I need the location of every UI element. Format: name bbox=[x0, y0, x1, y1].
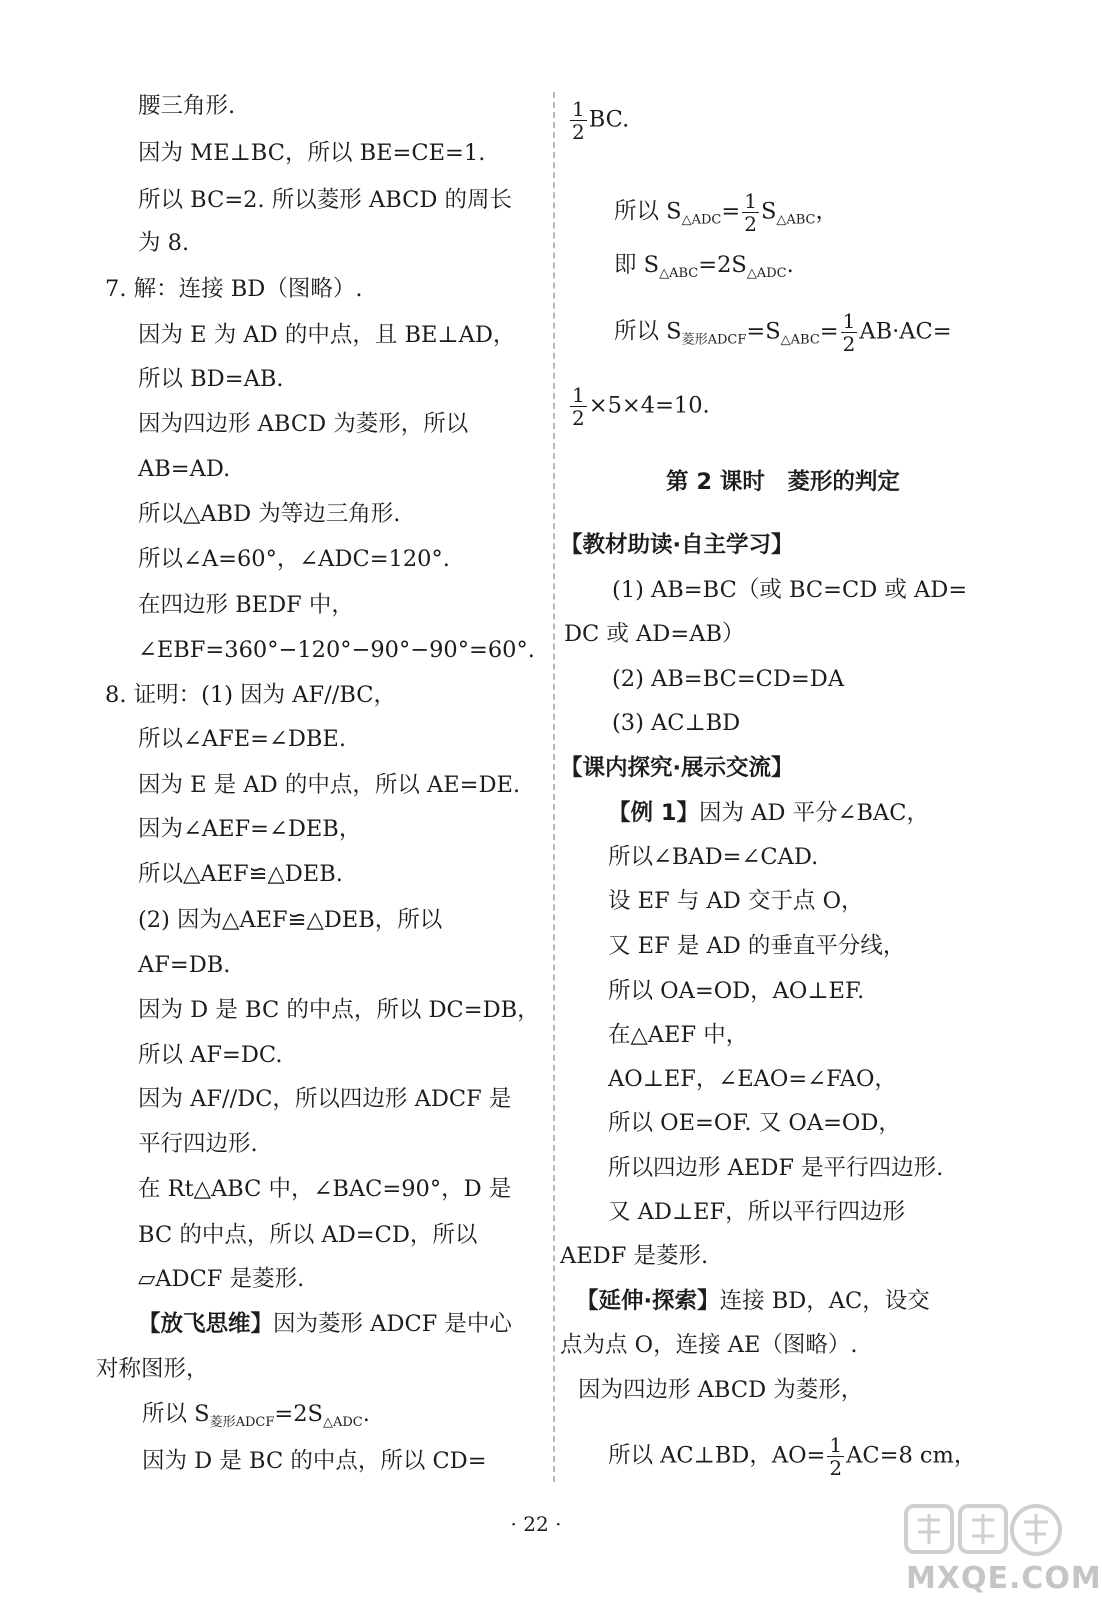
formula-line bbox=[614, 250, 794, 289]
text-line bbox=[576, 1286, 930, 1316]
text-line: (3) AC⊥BD bbox=[612, 710, 741, 736]
text-line: 在 Rt△ABC 中，∠BAC=90°，D 是 bbox=[138, 1176, 512, 1202]
lesson-heading: 第 2 课时 菱形的判定 bbox=[666, 469, 900, 495]
text-line: 因为 AF//DC，所以四边形 ADCF 是 bbox=[138, 1086, 512, 1112]
text-line: 因为∠AEF=∠DEB， bbox=[138, 816, 362, 842]
text-line: (2) 因为△AEF≌△DEB，所以 bbox=[138, 907, 443, 933]
page-number: · 22 · bbox=[510, 1512, 562, 1536]
text-segment: ， bbox=[815, 198, 839, 225]
subscript: △ADC bbox=[322, 1415, 363, 1430]
text-segment: =2S bbox=[274, 1401, 323, 1427]
section-tag: 【例 1】 bbox=[608, 800, 699, 826]
formula-line bbox=[568, 384, 710, 429]
text-line: AB=AD. bbox=[138, 456, 231, 482]
text-line: AEDF 是菱形. bbox=[560, 1243, 709, 1269]
text-line: 设 EF 与 AD 交于点 O， bbox=[608, 888, 864, 914]
numerator: 1 bbox=[842, 309, 856, 333]
text-line: BC 的中点，所以 AD=CD，所以 bbox=[138, 1222, 478, 1248]
text-segment: . bbox=[362, 1401, 370, 1427]
denominator: 2 bbox=[572, 120, 585, 144]
numerator: 1 bbox=[829, 1433, 843, 1457]
denominator: 2 bbox=[829, 1456, 843, 1480]
formula-line bbox=[608, 1434, 976, 1479]
formula-line bbox=[614, 190, 838, 236]
formula-line bbox=[614, 310, 952, 356]
fraction bbox=[570, 384, 587, 429]
watermark-text: MXQE.COM bbox=[906, 1561, 1102, 1596]
text-line: (1) AB=BC（或 BC=CD 或 AD= bbox=[612, 577, 968, 603]
text-segment: ×5×4=10. bbox=[588, 392, 710, 419]
text-line: 因为 D 是 BC 的中点，所以 CD= bbox=[142, 1448, 487, 1474]
text-line: 因为 ME⊥BC，所以 BE=CE=1. bbox=[138, 140, 486, 166]
subscript: 菱形ADCF bbox=[209, 1415, 275, 1430]
text-line: 平行四边形. bbox=[138, 1131, 258, 1157]
formula-line bbox=[568, 98, 629, 143]
text-line: (2) AB=BC=CD=DA bbox=[612, 666, 845, 692]
text-segment: 所以 S bbox=[614, 318, 682, 345]
text-line: 8. 证明：(1) 因为 AF//BC， bbox=[105, 682, 396, 708]
text-line: 在四边形 BEDF 中， bbox=[138, 592, 354, 618]
text-segment: 连接 BD，AC，设交 bbox=[719, 1288, 930, 1314]
text-segment: 所以 S bbox=[142, 1401, 210, 1427]
text-line: 又 AD⊥EF，所以平行四边形 bbox=[608, 1199, 906, 1225]
text-segment: 所以 S bbox=[614, 198, 682, 225]
column-divider bbox=[553, 92, 555, 1482]
text-line: AO⊥EF，∠EAO=∠FAO， bbox=[608, 1066, 897, 1092]
text-segment: = bbox=[721, 198, 741, 225]
text-line: 又 EF 是 AD 的垂直平分线， bbox=[608, 933, 906, 959]
numerator: 1 bbox=[572, 383, 585, 407]
fraction bbox=[742, 190, 759, 235]
text-line: 因为四边形 ABCD 为菱形，所以 bbox=[138, 411, 469, 437]
text-line bbox=[138, 1309, 512, 1339]
text-segment: AC=8 cm， bbox=[846, 1442, 977, 1469]
text-line: 所以 AF=DC. bbox=[138, 1042, 283, 1068]
text-line: 所以∠BAD=∠CAD. bbox=[608, 844, 819, 870]
subscript: △ADC bbox=[746, 266, 787, 281]
text-line: 所以 OE=OF. 又 OA=OD， bbox=[608, 1110, 901, 1136]
section-heading: 【课内探究·展示交流】 bbox=[560, 755, 794, 781]
text-line: 腰三角形. bbox=[138, 93, 236, 119]
denominator: 2 bbox=[572, 406, 585, 430]
numerator: 1 bbox=[572, 97, 585, 121]
subscript: 菱形ADCF bbox=[681, 332, 747, 348]
text-segment: 因为 AD 平分∠BAC， bbox=[699, 800, 929, 826]
text-segment: =2S bbox=[698, 252, 747, 278]
text-line: 7. 解：连接 BD（图略）. bbox=[105, 276, 363, 302]
text-line: 对称图形， bbox=[96, 1356, 209, 1382]
fraction bbox=[841, 310, 858, 355]
subscript: △ABC bbox=[780, 332, 820, 348]
fraction bbox=[827, 1434, 844, 1479]
subscript: △ADC bbox=[681, 212, 722, 228]
text-line: 因为四边形 ABCD 为菱形， bbox=[578, 1377, 864, 1403]
text-line: ∠EBF=360°−120°−90°−90°=60°. bbox=[138, 637, 535, 663]
text-segment: AB·AC= bbox=[859, 318, 952, 345]
text-line: 所以四边形 AEDF 是平行四边形. bbox=[608, 1155, 944, 1181]
text-segment: BC. bbox=[588, 106, 630, 133]
section-tag: 【延伸·探索】 bbox=[576, 1288, 720, 1314]
text-line: 所以 BC=2. 所以菱形 ABCD 的周长 bbox=[138, 187, 513, 213]
text-line: 所以∠A=60°，∠ADC=120°. bbox=[138, 546, 450, 572]
text-line: 因为 D 是 BC 的中点，所以 DC=DB， bbox=[138, 997, 540, 1023]
text-line: 点为点 O，连接 AE（图略）. bbox=[560, 1332, 858, 1358]
text-segment: =S bbox=[746, 318, 781, 345]
text-line: 所以△ABD 为等边三角形. bbox=[138, 501, 401, 527]
text-segment: . bbox=[786, 252, 794, 278]
subscript: △ABC bbox=[659, 266, 699, 281]
denominator: 2 bbox=[744, 212, 757, 236]
text-line: ▱ADCF 是菱形. bbox=[138, 1266, 305, 1292]
text-line: 所以∠AFE=∠DBE. bbox=[138, 726, 346, 752]
numerator: 1 bbox=[744, 189, 757, 213]
text-line: 所以△AEF≌△DEB. bbox=[138, 861, 343, 887]
text-segment: 即 S bbox=[614, 252, 660, 278]
text-line: 在△AEF 中， bbox=[608, 1022, 749, 1048]
text-line: 因为 E 是 AD 的中点，所以 AE=DE. bbox=[138, 772, 521, 798]
text-line: DC 或 AD=AB） bbox=[564, 621, 745, 647]
text-line: 因为 E 为 AD 的中点，且 BE⊥AD， bbox=[138, 322, 516, 348]
text-line: 为 8. bbox=[138, 230, 190, 256]
section-tag: 【放飞思维】 bbox=[138, 1311, 274, 1337]
formula-line bbox=[142, 1399, 370, 1438]
text-segment: = bbox=[819, 318, 839, 345]
text-line: 所以 BD=AB. bbox=[138, 366, 284, 392]
denominator: 2 bbox=[842, 332, 856, 356]
subscript: △ABC bbox=[776, 212, 816, 228]
text-line: 所以 OA=OD，AO⊥EF. bbox=[608, 978, 865, 1004]
text-segment: 所以 AC⊥BD，AO= bbox=[608, 1442, 826, 1469]
fraction bbox=[570, 98, 587, 143]
text-segment: S bbox=[760, 198, 777, 225]
section-heading: 【教材助读·自主学习】 bbox=[560, 532, 794, 558]
text-line: AF=DB. bbox=[138, 952, 231, 978]
text-segment: 因为菱形 ADCF 是中心 bbox=[273, 1311, 512, 1337]
text-line bbox=[608, 798, 929, 828]
